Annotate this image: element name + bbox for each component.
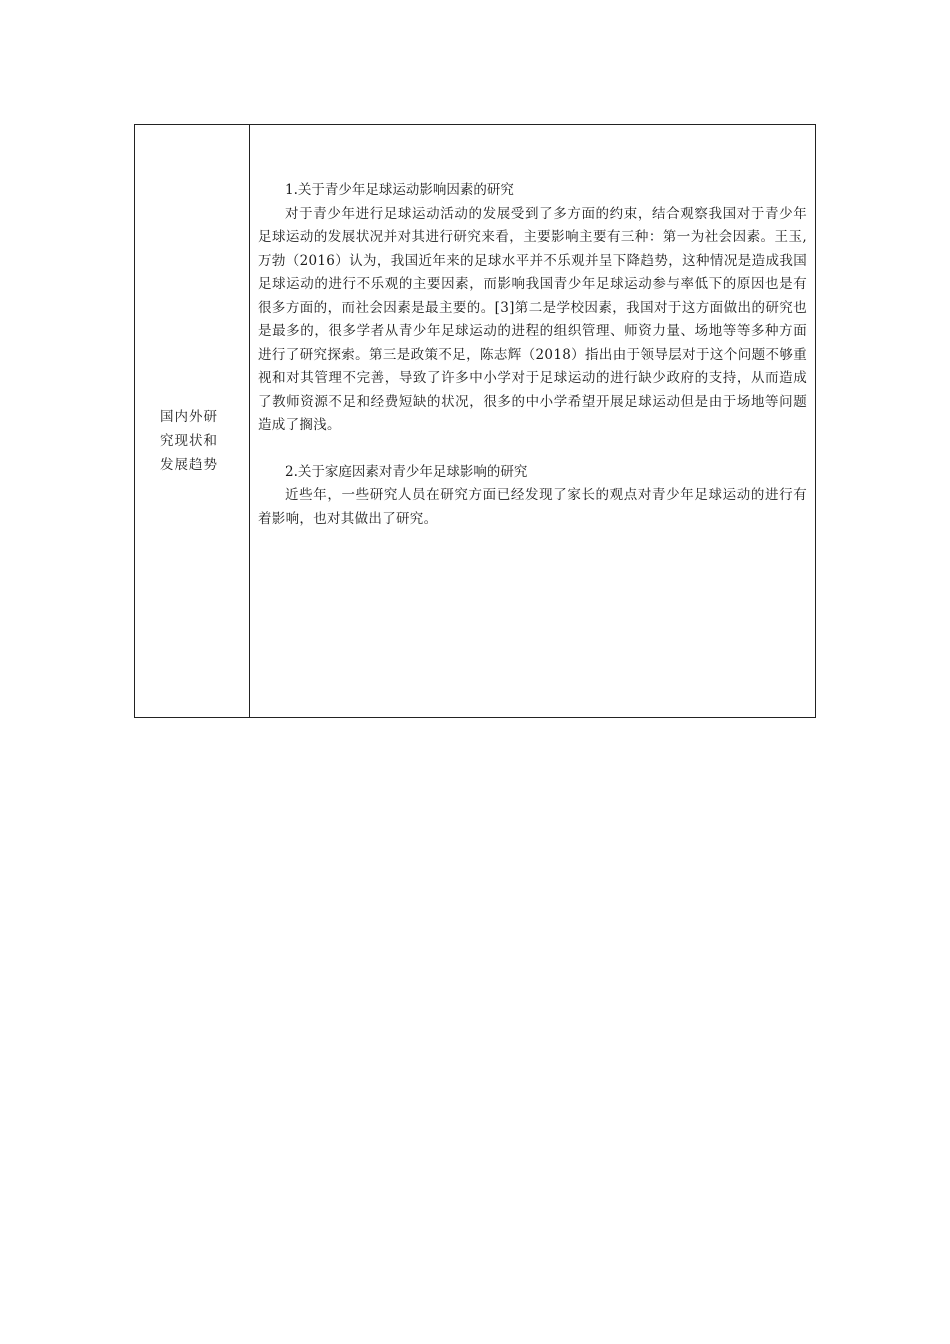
section-spacer [258, 438, 807, 461]
research-status-table [134, 124, 816, 718]
table-content-cell [250, 125, 815, 717]
table-row-header-cell [135, 125, 250, 717]
section-heading-2: 2.关于家庭因素对青少年足球影响的研究 [285, 463, 528, 480]
section-heading-1: 1.关于青少年足球运动影响因素的研究 [285, 182, 514, 198]
section-body-2: 近些年，一些研究人员在研究方面已经发现了家长的观点对青少年足球运动的进行有着影响，也对其做出了研究。 [258, 487, 807, 527]
section-body-1: 对于青少年进行足球运动活动的发展受到了多方面的约束，结合观察我国对于青少年足球运动的发展状况并对其进行研究来看，主要影响主要有三种：第一为社会因素。王玉,万勃（2016）认为，我国近年来的足球水平并不乐观并呈下降趋势，这种情况是造成我国足球运动的进行不乐观的主要因素，而影响我国青少年足球运动参与率低下的原因也是有很多方面的，而社会因素是最主要的。[3]第二是学校因素，我国对于这方面做出的研究也是最多的，很多学者从青少年足球运动的进程的组织管理、师资力量、场地等等多种方面进行了研究探索。第三是政策不足，陈志辉（2018）指出由于领导层对于这个问题不够重视和对其管理不完善，导致了许多中小学对于足球运动的进行缺少政府的支持，从而造成了教师资源不足和经费短缺的状况，很多的中小学希望开展足球运动但是由于场地等问题造成了搁浅。 [258, 205, 807, 433]
row-label: 国内外研究现状和发展趋势 [160, 409, 218, 473]
